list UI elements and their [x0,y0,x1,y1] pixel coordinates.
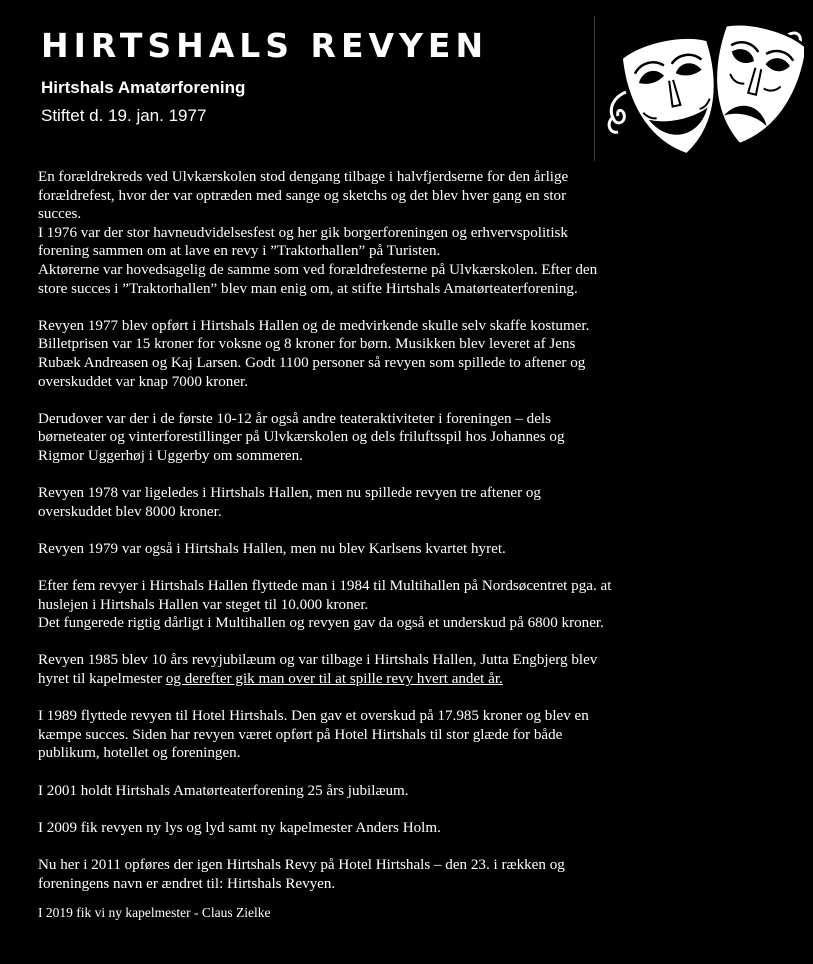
paragraph-2011 [38,856,678,893]
text-line: kæmpe succes. Siden har revyen været opført på Hotel Hirtshals til stor glæde for både [38,726,563,743]
history-article [38,168,678,912]
text-line: forældrefest, hvor der var optræden med sange og sketchs og det blev hver gang en stor [38,187,567,204]
text-line: Revyen 1977 blev opført i Hirtshals Hallen og de medvirkende skulle selv skaffe kostumer. [38,317,590,334]
text-line: Revyen 1979 var også i Hirtshals Hallen, men nu blev Karlsens kvartet hyret. [38,540,506,557]
text-line: succes. [38,206,82,223]
paragraph-1979 [38,540,678,559]
text-line: store succes i ”Traktorhallen” blev man enig om, at stifte Hirtshals Amatørteaterforening. [38,280,578,297]
text-line: Revyen 1978 var ligeledes i Hirtshals Hallen, men nu spillede revyen tre aftener og [38,485,541,502]
text-line: Det fungerede rigtig dårligt i Multihallen og revyen gav da også et underskud på 6800 kroner. [38,615,604,632]
paragraph-2019: I 2019 fik vi ny kapelmester - Claus Zielke [38,905,271,920]
theater-masks-icon [604,14,804,162]
text-line: overskuddet blev 8000 kroner. [38,503,222,520]
text-line: Rubæk Andreasen og Kaj Larsen. Godt 1100 personer så revyen som spillede to aftener og [38,354,586,371]
paragraph-2009 [38,819,678,838]
paragraph-1984 [38,577,678,633]
text-line: I 2001 holdt Hirtshals Amatørteaterforening 25 års jubilæum. [38,782,409,799]
text-line [38,670,678,689]
text-line: I 2009 fik revyen ny lys og lyd samt ny kapelmester Anders Holm. [38,819,441,836]
text-line: Efter fem revyer i Hirtshals Hallen flyttede man i 1984 til Multihallen på Nordsøcentret pga. at [38,578,612,595]
text-line: Rigmor Uggerhøj i Uggerby om sommeren. [38,447,303,464]
header-divider [594,16,595,161]
text-line: publikum, hotellet og foreningen. [38,745,241,762]
organization-name: Hirtshals Amatørforening [41,78,246,97]
page-header [0,0,813,165]
text-line: I 1976 var der stor havneudvidelsesfest og her gik borgerforeningen og erhvervspolitisk [38,224,568,241]
text-line: huslejen i Hirtshals Hallen var steget til 10.000 kroner. [38,596,369,613]
text-line: forening sammen om at lave en revy i ”Traktorhallen” på Turisten. [38,243,441,260]
text-line: I 1989 flyttede revyen til Hotel Hirtshals. Den gav et overskud på 17.985 kroner og blev en [38,708,589,725]
paragraph-other-activities [38,410,678,466]
paragraph-1985 [38,651,678,688]
text-line: foreningens navn er ændret til: Hirtshals Revyen. [38,875,336,892]
text-line: overskuddet var knap 7000 kroner. [38,373,249,390]
text-line: Revyen 1985 blev 10 års revyjubilæum og var tilbage i Hirtshals Hallen, Jutta Engbjerg blev [38,652,598,669]
paragraph-2001 [38,782,678,801]
paragraph-origin [38,168,678,298]
text-segment: hyret til kapelmester [38,671,166,688]
text-line: Nu her i 2011 opføres der igen Hirtshals Revy på Hotel Hirtshals – den 23. i rækken og [38,856,565,873]
paragraph-1978 [38,484,678,521]
text-line: En forældrekreds ved Ulvkærskolen stod dengang tilbage i halvfjerdserne for den årlige [38,169,569,185]
site-title: HIRTSHALS REVYEN [41,26,489,65]
paragraph-1977 [38,317,678,391]
text-line: børneteater og vinterforestillinger på Ulvkærskolen og dels friluftsspil hos Johannes og [38,429,565,446]
text-line: Billetprisen var 15 kroner for voksne og 8 kroner for børn. Musikken blev leveret af Jens [38,336,576,353]
founded-date: Stiftet d. 19. jan. 1977 [41,106,207,125]
text-line: Aktørerne var hovedsagelig de samme som ved forældrefesterne på Ulvkærskolen. Efter den [38,261,598,278]
paragraph-1989 [38,707,678,763]
underlined-text: og derefter gik man over til at spille revy hvert andet år. [165,671,503,688]
text-line: Derudover var der i de første 10-12 år også andre teateraktiviteter i foreningen – dels [38,410,551,427]
